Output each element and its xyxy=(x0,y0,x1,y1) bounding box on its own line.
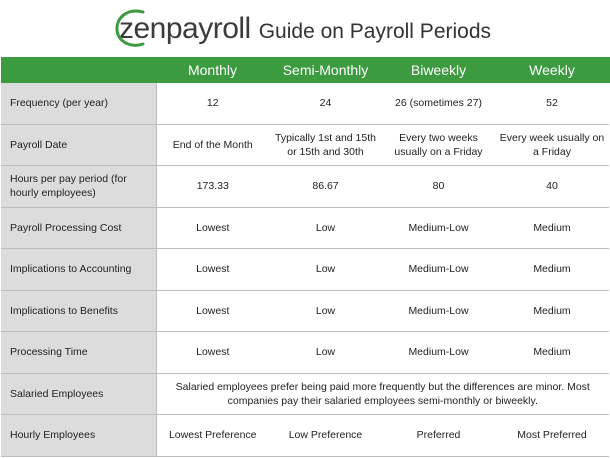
table-row xyxy=(1,290,609,332)
row-label: Hourly Employees xyxy=(1,415,156,457)
table-cell: 173.33 xyxy=(156,166,269,208)
column-header-monthly: Monthly xyxy=(156,57,269,83)
table-cell: Lowest xyxy=(156,332,269,374)
table-cell: Medium xyxy=(495,207,609,249)
table-cell: Medium xyxy=(495,290,609,332)
table-cell: Preferred xyxy=(382,415,495,457)
row-label: Implications to Benefits xyxy=(1,290,156,332)
logo-zen-text: zen xyxy=(118,11,166,45)
table-cell: 24 xyxy=(269,83,382,124)
table-cell: Low xyxy=(269,207,382,249)
table-cell: 26 (sometimes 27) xyxy=(382,83,495,124)
row-label: Frequency (per year) xyxy=(1,83,156,124)
table-row xyxy=(1,373,609,415)
table-cell: Every week usually on a Friday xyxy=(495,124,609,166)
table-cell: Most Preferred xyxy=(495,415,609,457)
table-cell: Medium xyxy=(495,332,609,374)
table-cell: 12 xyxy=(156,83,269,124)
table-cell: Low xyxy=(269,290,382,332)
table-cell: Medium-Low xyxy=(382,249,495,291)
zenpayroll-logo xyxy=(118,11,251,45)
table-row xyxy=(1,415,609,457)
logo-payroll-text: payroll xyxy=(165,11,251,45)
header-row xyxy=(1,57,609,83)
payroll-periods-table xyxy=(1,57,610,457)
table-row xyxy=(1,166,609,208)
table-row xyxy=(1,124,609,166)
table-cell: 80 xyxy=(382,166,495,208)
row-label: Payroll Processing Cost xyxy=(1,207,156,249)
table-cell: Lowest xyxy=(156,207,269,249)
table-cell: Lowest Preference xyxy=(156,415,269,457)
table-cell: Medium-Low xyxy=(382,207,495,249)
row-label: Processing Time xyxy=(1,332,156,374)
table-cell: Every two weeks usually on a Friday xyxy=(382,124,495,166)
row-label: Salaried Employees xyxy=(1,373,156,415)
table-cell: 40 xyxy=(495,166,609,208)
page-title: Guide on Payroll Periods xyxy=(258,20,492,43)
table-cell: Low xyxy=(269,332,382,374)
row-label: Implications to Accounting xyxy=(1,249,156,291)
column-header-biweekly: Biweekly xyxy=(382,57,495,83)
table-cell: Lowest xyxy=(156,290,269,332)
table-cell: Low Preference xyxy=(269,415,382,457)
table-cell: 86.67 xyxy=(269,166,382,208)
column-header-weekly: Weekly xyxy=(495,57,609,83)
table-cell: Medium-Low xyxy=(382,332,495,374)
table-row xyxy=(1,83,609,124)
row-label: Payroll Date xyxy=(1,124,156,166)
table-cell: Low xyxy=(269,249,382,291)
logo-swoosh-icon xyxy=(113,6,153,50)
table-cell: End of the Month xyxy=(156,124,269,166)
table-cell: 52 xyxy=(495,83,609,124)
header-corner xyxy=(1,57,156,83)
table-row xyxy=(1,249,609,291)
title-bar xyxy=(0,0,610,57)
table-cell: Medium-Low xyxy=(382,290,495,332)
table-cell: Medium xyxy=(495,249,609,291)
row-label: Hours per pay period (for hourly employees) xyxy=(1,166,156,208)
table-row xyxy=(1,207,609,249)
table-cell: Lowest xyxy=(156,249,269,291)
table-cell: Typically 1st and 15th or 15th and 30th xyxy=(269,124,382,166)
table-row xyxy=(1,332,609,374)
column-header-semi-monthly: Semi-Monthly xyxy=(269,57,382,83)
merged-cell: Salaried employees prefer being paid more frequently but the differences are minor. Most companies pay their salaried employees semi-monthly or biweekly. xyxy=(156,373,609,415)
